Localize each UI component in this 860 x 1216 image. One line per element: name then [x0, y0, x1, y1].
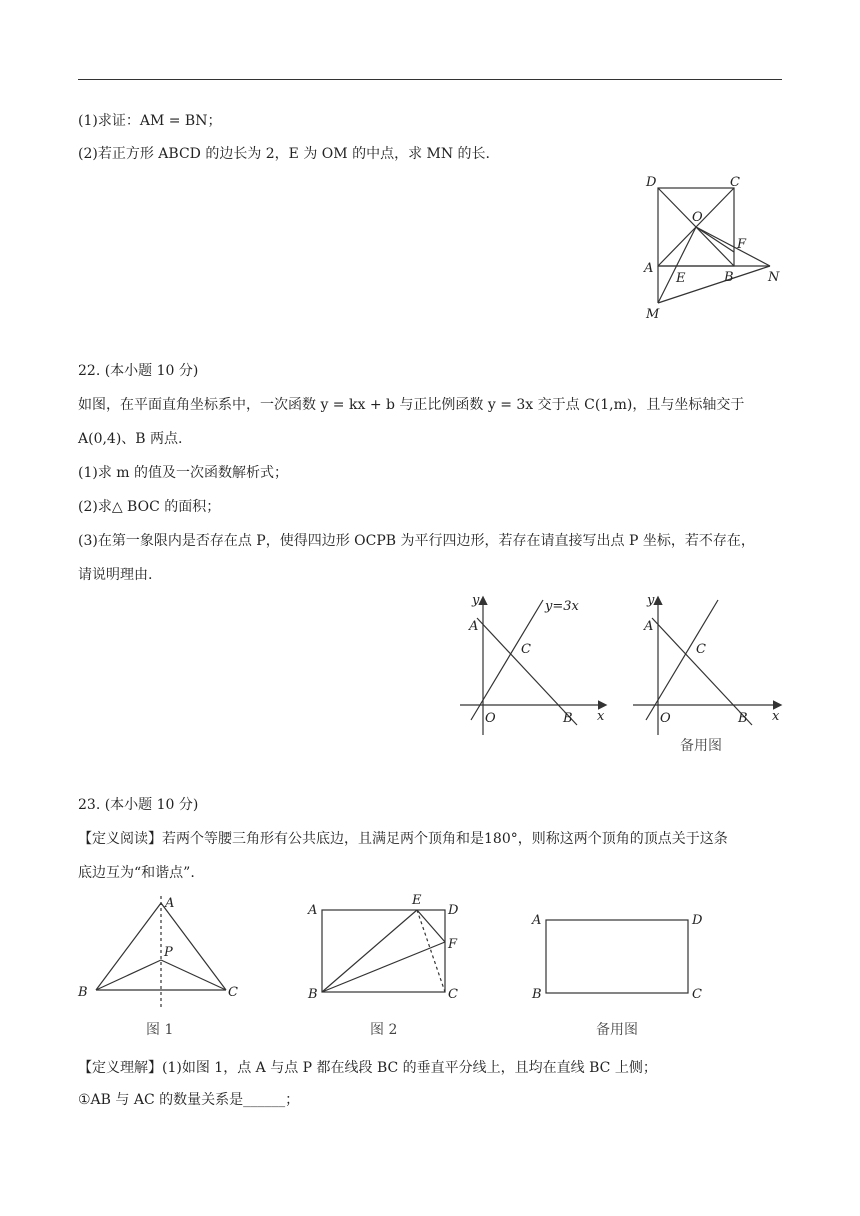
q23-header: 23. (本小题 10 分)	[78, 797, 199, 813]
fig1-label-A: A	[469, 619, 479, 634]
f3-label-D: D	[692, 913, 703, 928]
q22-backup-figure	[628, 590, 788, 760]
fig1-label-x: x	[597, 709, 605, 724]
q21-square-figure	[636, 168, 786, 328]
f1-label-C: C	[228, 985, 238, 1000]
q22-part3-b: 请说明理由.	[78, 567, 153, 583]
f1-label-B: B	[78, 985, 88, 1000]
fig2-caption: 备用图	[680, 738, 722, 754]
f1-label-P: P	[164, 945, 173, 960]
fig1-label-B: B	[563, 711, 573, 726]
fig2-label-x: x	[772, 709, 780, 724]
f2-label-D: D	[448, 903, 459, 918]
q22-text-1: 如图，在平面直角坐标系中，一次函数 y = kx + b 与正比例函数 y = 3x 交于点 C(1,m)，且与坐标轴交于	[78, 397, 745, 413]
label-D: D	[646, 175, 657, 190]
q22-part1: (1)求 m 的值及一次函数解析式；	[78, 465, 289, 481]
f1-caption: 图 1	[146, 1022, 174, 1038]
fig2-label-C: C	[696, 642, 706, 657]
label-F: F	[737, 237, 747, 252]
fig2-label-O: O	[660, 711, 671, 726]
fig1-label-C: C	[521, 642, 531, 657]
f2-label-A: A	[308, 903, 318, 918]
f2-label-F: F	[448, 937, 458, 952]
label-B: B	[724, 270, 734, 285]
q23-sub1: ①AB 与 AC 的数量关系是______；	[78, 1092, 300, 1108]
label-M: M	[646, 307, 660, 322]
fig2-label-A: A	[644, 619, 654, 634]
q23-figure-1	[74, 890, 254, 1040]
q22-coordinate-figure	[455, 590, 615, 740]
label-A: A	[644, 261, 654, 276]
q21-part2: (2)若正方形 ABCD 的边长为 2，E 为 OM 的中点，求 MN 的长.	[78, 146, 491, 162]
f2-label-B: B	[308, 987, 318, 1002]
f2-caption: 图 2	[370, 1022, 398, 1038]
fig1-label-O: O	[485, 711, 496, 726]
fig1-label-line: y=3x	[545, 599, 579, 614]
f3-label-C: C	[692, 987, 702, 1002]
q23-definition-1: 【定义阅读】若两个等腰三角形有公共底边，且满足两个顶角和是180°，则称这两个顶角的顶点关于这条	[78, 831, 728, 847]
q22-part2: (2)求△ BOC 的面积；	[78, 499, 221, 515]
label-C: C	[730, 175, 740, 190]
q22-header: 22. (本小题 10 分)	[78, 363, 199, 379]
fig1-label-y: y	[472, 593, 480, 608]
q21-part1: (1)求证：AM = BN；	[78, 113, 222, 129]
f1-label-A: A	[165, 896, 175, 911]
q23-figure-3	[530, 890, 720, 1040]
label-O: O	[692, 210, 703, 225]
q22-text-2: A(0,4)、B 两点.	[78, 431, 183, 447]
q23-figure-2	[300, 890, 480, 1040]
label-N: N	[768, 270, 780, 285]
f3-label-B: B	[532, 987, 542, 1002]
label-E: E	[676, 271, 686, 286]
header-rule	[78, 79, 782, 80]
f3-caption: 备用图	[596, 1022, 638, 1038]
fig2-label-B: B	[738, 711, 748, 726]
q23-definition-2: 底边互为“和谐点”.	[78, 865, 195, 881]
f2-label-E: E	[412, 893, 422, 908]
q23-understand: 【定义理解】(1)如图 1，点 A 与点 P 都在线段 BC 的垂直平分线上，且均在直线 BC 上侧；	[78, 1060, 657, 1076]
f2-label-C: C	[448, 987, 458, 1002]
fig2-label-y: y	[647, 593, 655, 608]
q22-part3-a: (3)在第一象限内是否存在点 P，使得四边形 OCPB 为平行四边形，若存在请直接写出点 P 坐标，若不存在，	[78, 533, 755, 549]
f3-label-A: A	[532, 913, 542, 928]
